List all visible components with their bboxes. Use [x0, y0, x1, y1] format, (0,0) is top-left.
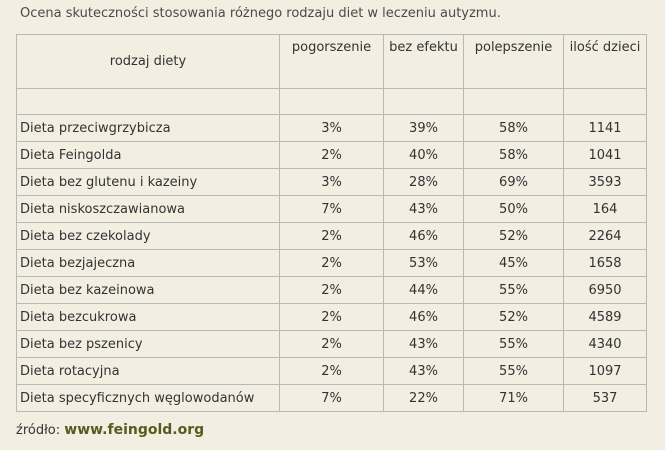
- no-effect-cell: 43%: [384, 358, 464, 385]
- improvement-cell: 71%: [464, 385, 564, 412]
- diet-name-cell: Dieta bezjajeczna: [17, 250, 280, 277]
- worsening-cell: 2%: [280, 223, 384, 250]
- table-row: [17, 385, 647, 412]
- improvement-cell: 55%: [464, 277, 564, 304]
- table-row: [17, 331, 647, 358]
- improvement-cell: 58%: [464, 142, 564, 169]
- diet-name-cell: Dieta specyficznych węglowodanów: [17, 385, 280, 412]
- diet-name-cell: Dieta rotacyjna: [17, 358, 280, 385]
- children-count-cell: 4589: [564, 304, 647, 331]
- worsening-cell: 7%: [280, 196, 384, 223]
- worsening-cell: 2%: [280, 304, 384, 331]
- improvement-cell: 45%: [464, 250, 564, 277]
- no-effect-cell: 46%: [384, 223, 464, 250]
- header-worsening: pogorszenie: [280, 35, 384, 89]
- improvement-cell: 52%: [464, 223, 564, 250]
- worsening-cell: 2%: [280, 250, 384, 277]
- no-effect-cell: 53%: [384, 250, 464, 277]
- table-caption: Ocena skuteczności stosowania różnego rodzaju diet w leczeniu autyzmu.: [20, 6, 501, 21]
- diet-effectiveness-table: [16, 34, 647, 412]
- no-effect-cell: 43%: [384, 196, 464, 223]
- blank-cell: [280, 89, 384, 115]
- improvement-cell: 52%: [464, 304, 564, 331]
- header-improvement: polepszenie: [464, 35, 564, 89]
- table-blank-row: [17, 89, 647, 115]
- blank-cell: [564, 89, 647, 115]
- children-count-cell: 537: [564, 385, 647, 412]
- improvement-cell: 69%: [464, 169, 564, 196]
- diet-name-cell: Dieta przeciwgrzybicza: [17, 115, 280, 142]
- children-count-cell: 4340: [564, 331, 647, 358]
- table-row: [17, 196, 647, 223]
- worsening-cell: 3%: [280, 115, 384, 142]
- children-count-cell: 1097: [564, 358, 647, 385]
- header-diet-type: rodzaj diety: [17, 35, 280, 89]
- header-no-effect: bez efektu: [384, 35, 464, 89]
- table-header-row: [17, 35, 647, 89]
- improvement-cell: 55%: [464, 358, 564, 385]
- children-count-cell: 1141: [564, 115, 647, 142]
- worsening-cell: 2%: [280, 331, 384, 358]
- children-count-cell: 3593: [564, 169, 647, 196]
- source-label: źródło:: [16, 423, 61, 438]
- diet-name-cell: Dieta bezcukrowa: [17, 304, 280, 331]
- diet-name-cell: Dieta bez glutenu i kazeiny: [17, 169, 280, 196]
- no-effect-cell: 39%: [384, 115, 464, 142]
- table-row: [17, 142, 647, 169]
- worsening-cell: 2%: [280, 142, 384, 169]
- blank-cell: [384, 89, 464, 115]
- table-row: [17, 169, 647, 196]
- children-count-cell: 164: [564, 196, 647, 223]
- no-effect-cell: 28%: [384, 169, 464, 196]
- diet-name-cell: Dieta Feingolda: [17, 142, 280, 169]
- improvement-cell: 55%: [464, 331, 564, 358]
- diet-name-cell: Dieta niskoszczawianowa: [17, 196, 280, 223]
- blank-cell: [464, 89, 564, 115]
- source-line: [16, 422, 204, 438]
- no-effect-cell: 46%: [384, 304, 464, 331]
- worsening-cell: 2%: [280, 358, 384, 385]
- table-row: [17, 304, 647, 331]
- table-row: [17, 223, 647, 250]
- table-row: [17, 115, 647, 142]
- improvement-cell: 58%: [464, 115, 564, 142]
- table-row: [17, 250, 647, 277]
- diet-name-cell: Dieta bez pszenicy: [17, 331, 280, 358]
- improvement-cell: 50%: [464, 196, 564, 223]
- table-row: [17, 358, 647, 385]
- no-effect-cell: 22%: [384, 385, 464, 412]
- no-effect-cell: 40%: [384, 142, 464, 169]
- children-count-cell: 1658: [564, 250, 647, 277]
- worsening-cell: 7%: [280, 385, 384, 412]
- children-count-cell: 2264: [564, 223, 647, 250]
- blank-cell: [17, 89, 280, 115]
- children-count-cell: 6950: [564, 277, 647, 304]
- worsening-cell: 3%: [280, 169, 384, 196]
- header-children-count: ilość dzieci: [564, 35, 647, 89]
- no-effect-cell: 44%: [384, 277, 464, 304]
- children-count-cell: 1041: [564, 142, 647, 169]
- diet-name-cell: Dieta bez czekolady: [17, 223, 280, 250]
- source-link[interactable]: www.feingold.org: [64, 422, 205, 438]
- table-row: [17, 277, 647, 304]
- diet-name-cell: Dieta bez kazeinowa: [17, 277, 280, 304]
- worsening-cell: 2%: [280, 277, 384, 304]
- no-effect-cell: 43%: [384, 331, 464, 358]
